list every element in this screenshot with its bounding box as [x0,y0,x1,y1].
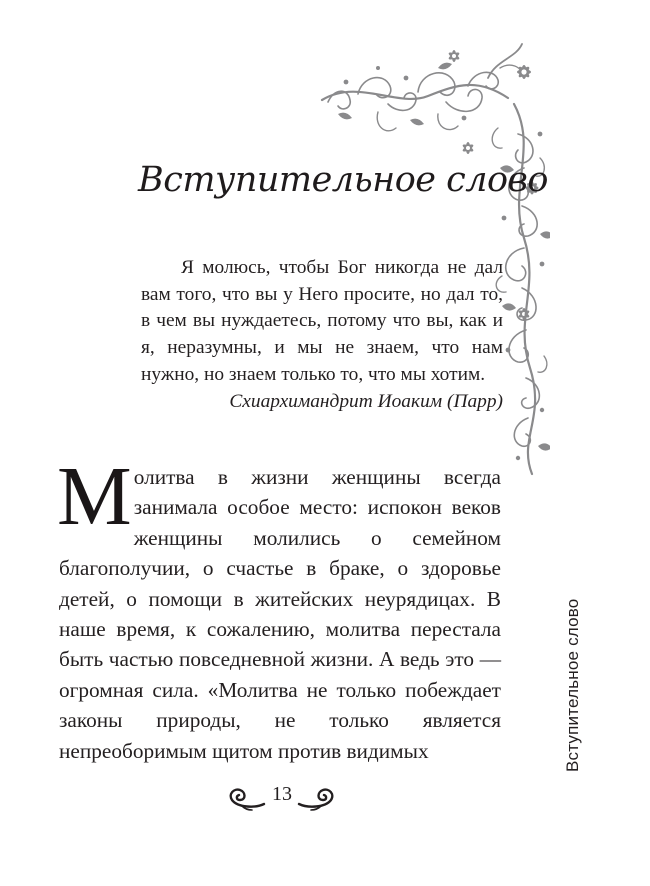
epigraph-text: Я молюсь, чтобы Бог никогда не дал вам того, что вы у Него просите, но дал то, в чем вы нуждаетесь, потому что вы, как и я, неразумны, и мы не знаем, что нам нужно, но знаем только то, что мы хотим. [141,257,503,385]
epigraph-author: Схиархимандрит Иоаким (Парр) [229,390,503,412]
body-paragraph-text: олитва в жизни женщины всегда занимала особое место: испокон веков женщины молились о семейном благополучии, о счастье в браке, о здоровье детей, о помощи в житейских неурядицах. В наше время, к сожалению, молитва перестала быть частью повседневной жизни. А ведь это — огромная сила. «Молитва не только побеждает законы природы, не только является непреоборимым щитом против видимых [59,465,501,763]
page-number: 13 [272,783,292,805]
swirl-right-icon [297,784,337,812]
drop-cap: М [57,450,132,543]
chapter-title: Вступительное слово [138,160,549,200]
body-paragraph [57,450,501,766]
running-head: Вступительное слово [563,598,582,772]
epigraph [141,255,503,415]
swirl-left-icon [226,784,266,812]
